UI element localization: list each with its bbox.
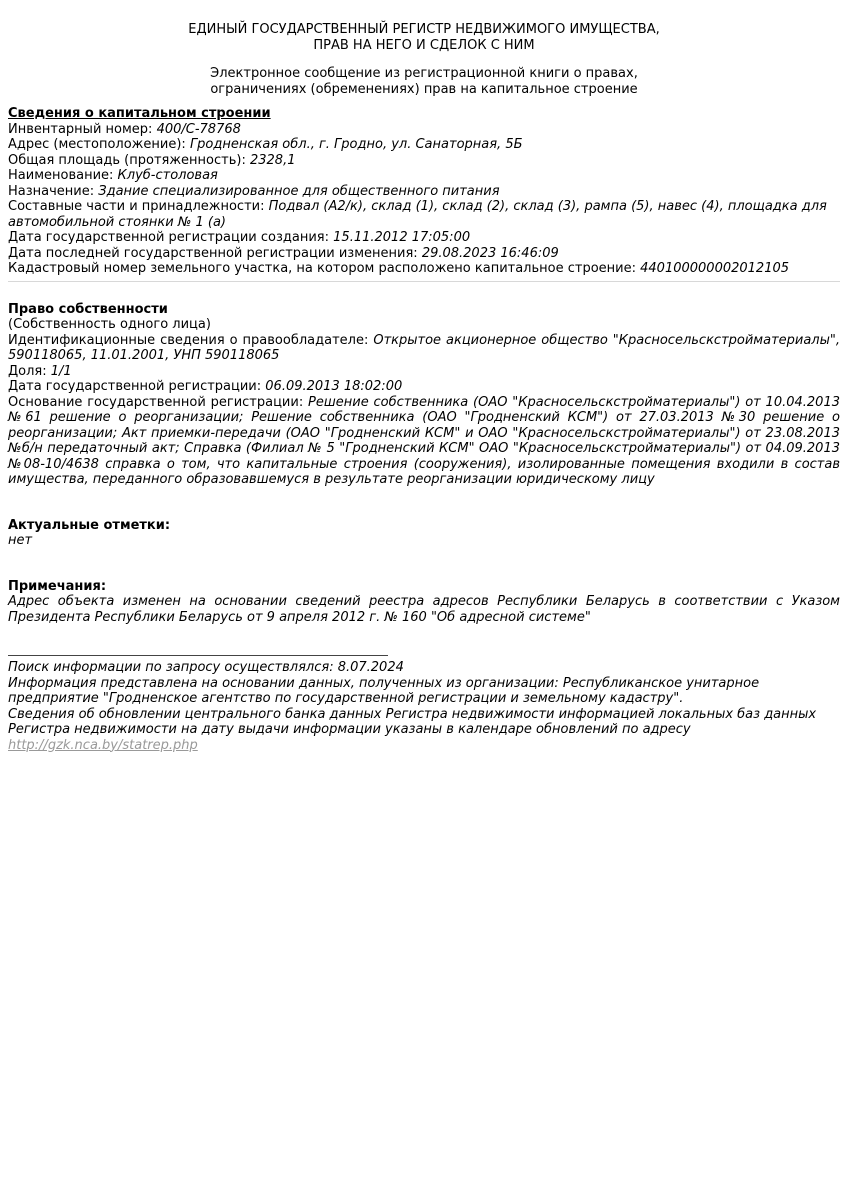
field-label: Наименование: — [8, 168, 114, 183]
field-row-cadastral-number — [8, 261, 840, 277]
field-row-registration-date — [8, 379, 840, 395]
field-row-registration-date-modified — [8, 246, 840, 262]
message-subtitle-line2: ограничениях (обременениях) прав на капитальное строение — [210, 81, 638, 97]
field-label: Общая площадь (протяженность): — [8, 152, 246, 168]
field-value: Решение собственника (ОАО "Красносельскстройматериалы") от 10.04.2013 №61 решение о реорганизации; Решение собственника (ОАО "Гродненский КСМ") от 27.03.2013 №30 решение о реорганизации; Акт приемки-передачи (ОАО "Гродненский КСМ" и ОАО "Красносельскстройматериалы") от 23.08.2013 №б/н передаточный акт; Справка (Филиал № 5 "Гродненский КСМ" ОАО "Красносельскстройматериалы") от 04.09.2013 №08-10/4638 справка о том, что капитальные строения (сооружения), изолированные помещения входили в состав имущества, переданного образовавшемуся в результате реорганизации юридическому лицу — [8, 394, 840, 487]
field-label: Основание государственной регистрации: — [8, 394, 304, 410]
footer-info — [8, 660, 840, 753]
field-row-purpose — [8, 184, 840, 200]
field-value: 440100000002012105 — [640, 261, 790, 276]
field-value: Подвал (А2/к), склад (1), склад (2), склад (3), рампа (5), навес (4), площадка для автомобильной стоянки № 1 (а) — [8, 199, 827, 230]
field-value: 1/1 — [50, 363, 72, 379]
field-label: Доля: — [8, 363, 47, 379]
field-value: 29.08.2023 16:46:09 — [421, 245, 559, 261]
footer-update-line — [8, 707, 840, 754]
field-label: Дата государственной регистрации создания: — [8, 230, 330, 245]
registry-title-line1: ЕДИНЫЙ ГОСУДАРСТВЕННЫЙ РЕГИСТР НЕДВИЖИМОГО ИМУЩЕСТВА, — [188, 22, 660, 37]
field-row-rightholder-info — [8, 333, 840, 364]
field-row-component-parts — [8, 199, 840, 230]
field-label: Адрес (местоположение): — [8, 137, 186, 152]
field-value: 15.11.2012 17:05:00 — [333, 230, 471, 245]
marks-value: нет — [8, 533, 33, 548]
registry-title — [8, 22, 840, 53]
footer-source-line: Информация представлена на основании данных, полученных из организации: Республиканское унитарное предприятие "Гродненское агентство по государственной регистрации и земельному кадастру". — [8, 675, 760, 706]
ownership-heading: Право собственности — [8, 301, 168, 317]
marks-heading: Актуальные отметки: — [8, 517, 171, 533]
message-subtitle-line1: Электронное сообщение из регистрационной книги о правах, — [210, 66, 638, 81]
field-label: Дата государственной регистрации: — [8, 379, 262, 394]
field-row-name — [8, 168, 840, 184]
field-value: Клуб-столовая — [117, 168, 218, 183]
field-label: Назначение: — [8, 183, 95, 199]
section-marks — [8, 518, 840, 549]
field-value: Гродненская обл., г. Гродно, ул. Санаторная, 5Б — [189, 137, 523, 152]
field-value: 400/С-78768 — [156, 121, 241, 137]
footer-search-line: Поиск информации по запросу осуществлялся: 8.07.2024 — [8, 660, 404, 675]
section-building-info — [8, 106, 840, 277]
field-row-registration-date-created — [8, 230, 840, 246]
notes-body: Адрес объекта изменен на основании сведений реестра адресов Республики Беларусь в соответствии с Указом Президента Республики Беларусь от 9 апреля 2012 г. № 160 "Об адресной системе" — [8, 594, 840, 625]
statrep-link[interactable]: http://gzk.nca.by/statrep.php — [8, 737, 198, 753]
notes-heading: Примечания: — [8, 578, 107, 594]
field-label: Дата последней государственной регистрации изменения: — [8, 245, 418, 261]
field-label: Составные части и принадлежности: — [8, 199, 265, 214]
field-label: Инвентарный номер: — [8, 121, 153, 137]
ownership-type-note: (Собственность одного лица) — [8, 317, 211, 332]
field-row-total-area — [8, 153, 840, 169]
field-row-inventory-number — [8, 122, 840, 138]
field-row-share — [8, 364, 840, 380]
field-row-registration-basis — [8, 395, 840, 488]
section-ownership — [8, 302, 840, 488]
section-divider — [8, 281, 840, 282]
section-notes — [8, 579, 840, 626]
footer-update-text: Сведения об обновлении центрального банка данных Регистра недвижимости информацией локальных баз данных Регистра недвижимости на дату выдачи информации указаны в календаре обновлений по адресу — [8, 706, 817, 737]
field-value: 06.09.2013 18:02:00 — [265, 379, 403, 394]
field-value: 2328,1 — [249, 152, 296, 168]
registry-title-line2: ПРАВ НА НЕГО И СДЕЛОК С НИМ — [313, 37, 535, 53]
building-section-heading: Сведения о капитальном строении — [8, 106, 271, 121]
field-row-address — [8, 137, 840, 153]
field-label: Идентификационные сведения о правообладателе: — [8, 332, 369, 348]
message-subtitle — [8, 66, 840, 97]
signature-rule — [8, 655, 388, 656]
field-value: Здание специализированное для общественного питания — [98, 183, 500, 199]
field-label: Кадастровый номер земельного участка, на котором расположено капитальное строение: — [8, 261, 636, 276]
field-value: Открытое акционерное общество "Красносельскстройматериалы", 590118065, 11.01.2001, УНП 590118065 — [8, 332, 840, 363]
